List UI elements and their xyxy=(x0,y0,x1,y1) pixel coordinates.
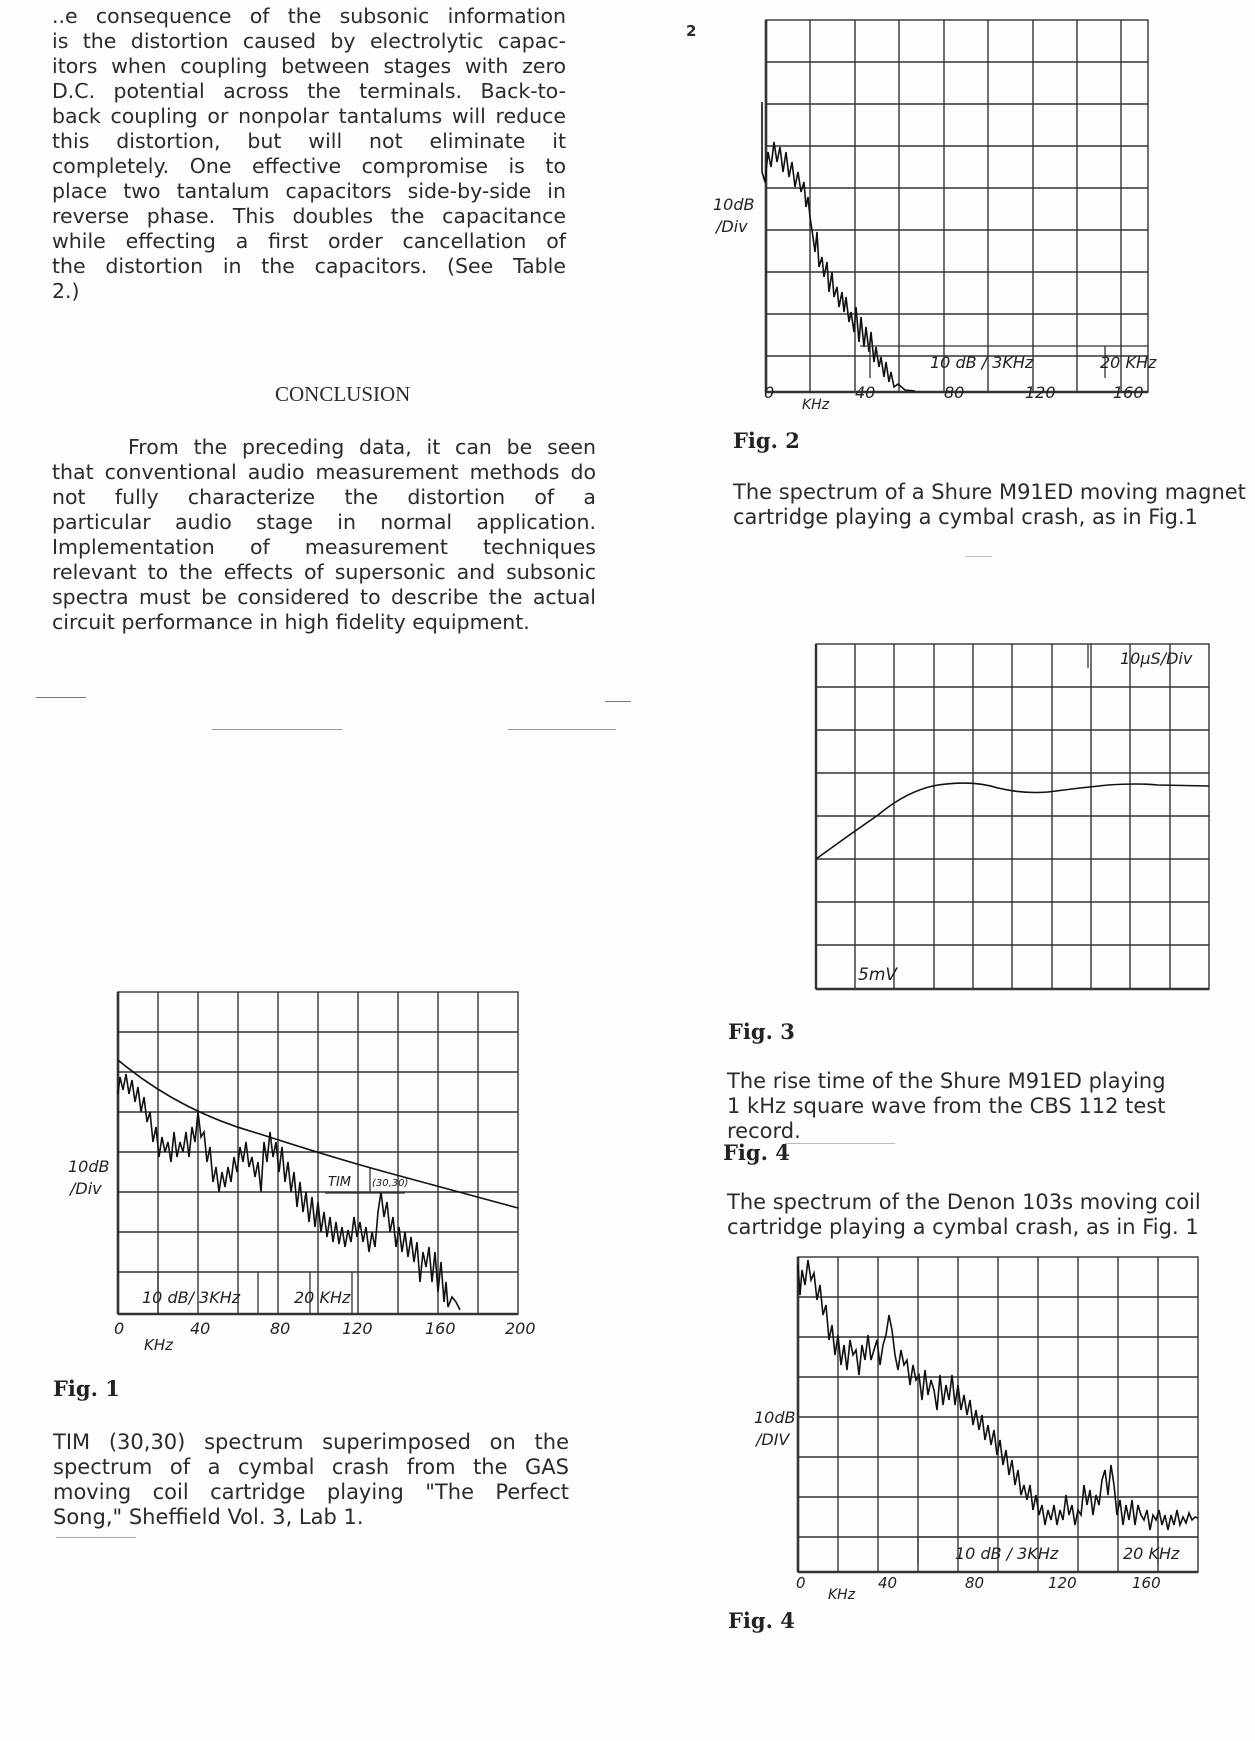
text-line: the distortion in the capacitors. (See Table xyxy=(52,254,566,278)
fig1-curve-label-small: (30,30) xyxy=(372,1178,409,1189)
text-line: completely. One effective compromise is to xyxy=(52,154,566,178)
fig1-chart xyxy=(60,982,540,1362)
caption-line: Song," Sheffield Vol. 3, Lab 1. xyxy=(53,1505,364,1529)
svg-text:/Div: /Div xyxy=(70,1179,102,1198)
text-line: spectra must be considered to describe the actual xyxy=(52,585,596,609)
fig1-curve-label: TIM xyxy=(328,1175,351,1190)
text-line: while effecting a first order cancellation of xyxy=(52,229,566,253)
fig3-label: Fig. 3 xyxy=(728,1019,795,1044)
fig4-label-top: Fig. 4 xyxy=(723,1140,790,1165)
text-line: back coupling or nonpolar tantalums will reduce xyxy=(52,104,566,128)
fig1-scale-right: 20 KHz xyxy=(294,1288,351,1307)
text-line: circuit performance in high fidelity equipment. xyxy=(52,610,530,634)
divider xyxy=(605,701,631,702)
divider xyxy=(212,729,342,730)
svg-text:10dB: 10dB xyxy=(68,1157,110,1176)
svg-text:40: 40 xyxy=(855,383,876,402)
fig4-chart xyxy=(740,1255,1210,1615)
svg-text:160: 160 xyxy=(425,1319,456,1338)
text-line: that conventional audio measurement methods do xyxy=(52,460,596,484)
svg-text:160: 160 xyxy=(1113,383,1144,402)
text-line: this distortion, but will not eliminate it xyxy=(52,129,566,153)
fig2-scale-left: 10 dB / 3KHz xyxy=(930,353,1034,372)
fig1-caption xyxy=(53,1430,569,1530)
svg-text:0: 0 xyxy=(764,383,775,402)
caption-line: 1 kHz square wave from the CBS 112 test xyxy=(727,1094,1166,1118)
page-mark: 2 xyxy=(686,22,697,40)
fig3-time-scale: 10μS/Div xyxy=(1120,649,1193,668)
conclusion-heading: CONCLUSION xyxy=(275,382,411,406)
svg-text:40: 40 xyxy=(190,1319,211,1338)
divider xyxy=(56,1537,136,1538)
fig1-xticks xyxy=(114,1319,536,1338)
svg-text:120: 120 xyxy=(1048,1574,1077,1592)
caption-line: The spectrum of a Shure M91ED moving magnet xyxy=(733,480,1246,504)
svg-text:10dB: 10dB xyxy=(754,1408,796,1427)
text-line: ..e consequence of the subsonic information xyxy=(52,4,566,28)
svg-text:40: 40 xyxy=(878,1574,898,1592)
svg-text:/DIV: /DIV xyxy=(756,1430,790,1449)
fig2-ylabel xyxy=(713,195,755,236)
caption-line: The rise time of the Shure M91ED playing xyxy=(727,1069,1166,1093)
fig3-volt-scale: 5mV xyxy=(858,965,898,985)
caption-line: TIM (30,30) spectrum superimposed on the xyxy=(53,1430,569,1454)
fig4-label: Fig. 4 xyxy=(728,1608,795,1633)
svg-text:0: 0 xyxy=(796,1574,806,1592)
text-line: not fully characterize the distortion of a xyxy=(52,485,596,509)
fig4-xunit: KHz xyxy=(828,1587,856,1603)
fig2-xunit: KHz xyxy=(802,397,830,412)
text-line: reverse phase. This doubles the capacitance xyxy=(52,204,566,228)
svg-text:120: 120 xyxy=(1025,383,1056,402)
fig1-scale-left: 10 dB/ 3KHz xyxy=(142,1288,241,1307)
svg-text:80: 80 xyxy=(944,383,965,402)
fig3-chart xyxy=(808,640,1218,995)
caption-line: cartridge playing a cymbal crash, as in Fig.1 xyxy=(733,505,1199,529)
text-line: itors when coupling between stages with zero xyxy=(52,54,566,78)
divider xyxy=(966,556,992,557)
caption-line: cartridge playing a cymbal crash, as in Fig. 1 xyxy=(727,1215,1199,1239)
fig4-caption xyxy=(727,1190,1201,1240)
conclusion-paragraph xyxy=(52,435,596,635)
text-line: is the distortion caused by electrolytic capac- xyxy=(52,29,566,53)
caption-line: The spectrum of the Denon 103s moving coil xyxy=(727,1190,1201,1214)
fig4-scale-right: 20 KHz xyxy=(1123,1544,1180,1563)
text-line: relevant to the effects of supersonic and subsonic xyxy=(52,560,596,584)
svg-text:/Div: /Div xyxy=(716,217,748,236)
svg-text:80: 80 xyxy=(270,1319,291,1338)
fig1-xunit: KHz xyxy=(144,1336,173,1354)
svg-text:80: 80 xyxy=(965,1574,985,1592)
svg-text:120: 120 xyxy=(342,1319,373,1338)
fig4-ylabel xyxy=(754,1408,796,1449)
divider xyxy=(508,729,616,730)
caption-line: record. xyxy=(727,1119,801,1143)
fig2-chart xyxy=(710,12,1210,412)
text-line: particular audio stage in normal application. xyxy=(52,510,596,534)
divider xyxy=(36,697,86,698)
text-line: Implementation of measurement techniques xyxy=(52,535,596,559)
intro-paragraph xyxy=(52,4,566,304)
fig1-label: Fig. 1 xyxy=(53,1376,120,1401)
text-line: D.C. potential across the terminals. Back-to- xyxy=(52,79,566,103)
fig2-caption xyxy=(733,480,1246,530)
text-line: 2.) xyxy=(52,279,80,303)
svg-text:160: 160 xyxy=(1132,1574,1161,1592)
fig2-scale-right: 20 KHz xyxy=(1100,353,1157,372)
svg-text:0: 0 xyxy=(114,1319,125,1338)
fig1-ylabel xyxy=(68,1157,110,1198)
svg-text:200: 200 xyxy=(505,1319,536,1338)
svg-text:10dB: 10dB xyxy=(713,195,755,214)
fig3-caption xyxy=(727,1069,1166,1144)
fig4-scale-left: 10 dB / 3KHz xyxy=(955,1544,1059,1563)
fig2-label: Fig. 2 xyxy=(733,428,800,453)
caption-line: moving coil cartridge playing "The Perfect xyxy=(53,1480,569,1504)
text-line: place two tantalum capacitors side-by-side in xyxy=(52,179,566,203)
text-line: From the preceding data, it can be seen xyxy=(128,435,596,459)
caption-line: spectrum of a cymbal crash from the GAS xyxy=(53,1455,569,1479)
